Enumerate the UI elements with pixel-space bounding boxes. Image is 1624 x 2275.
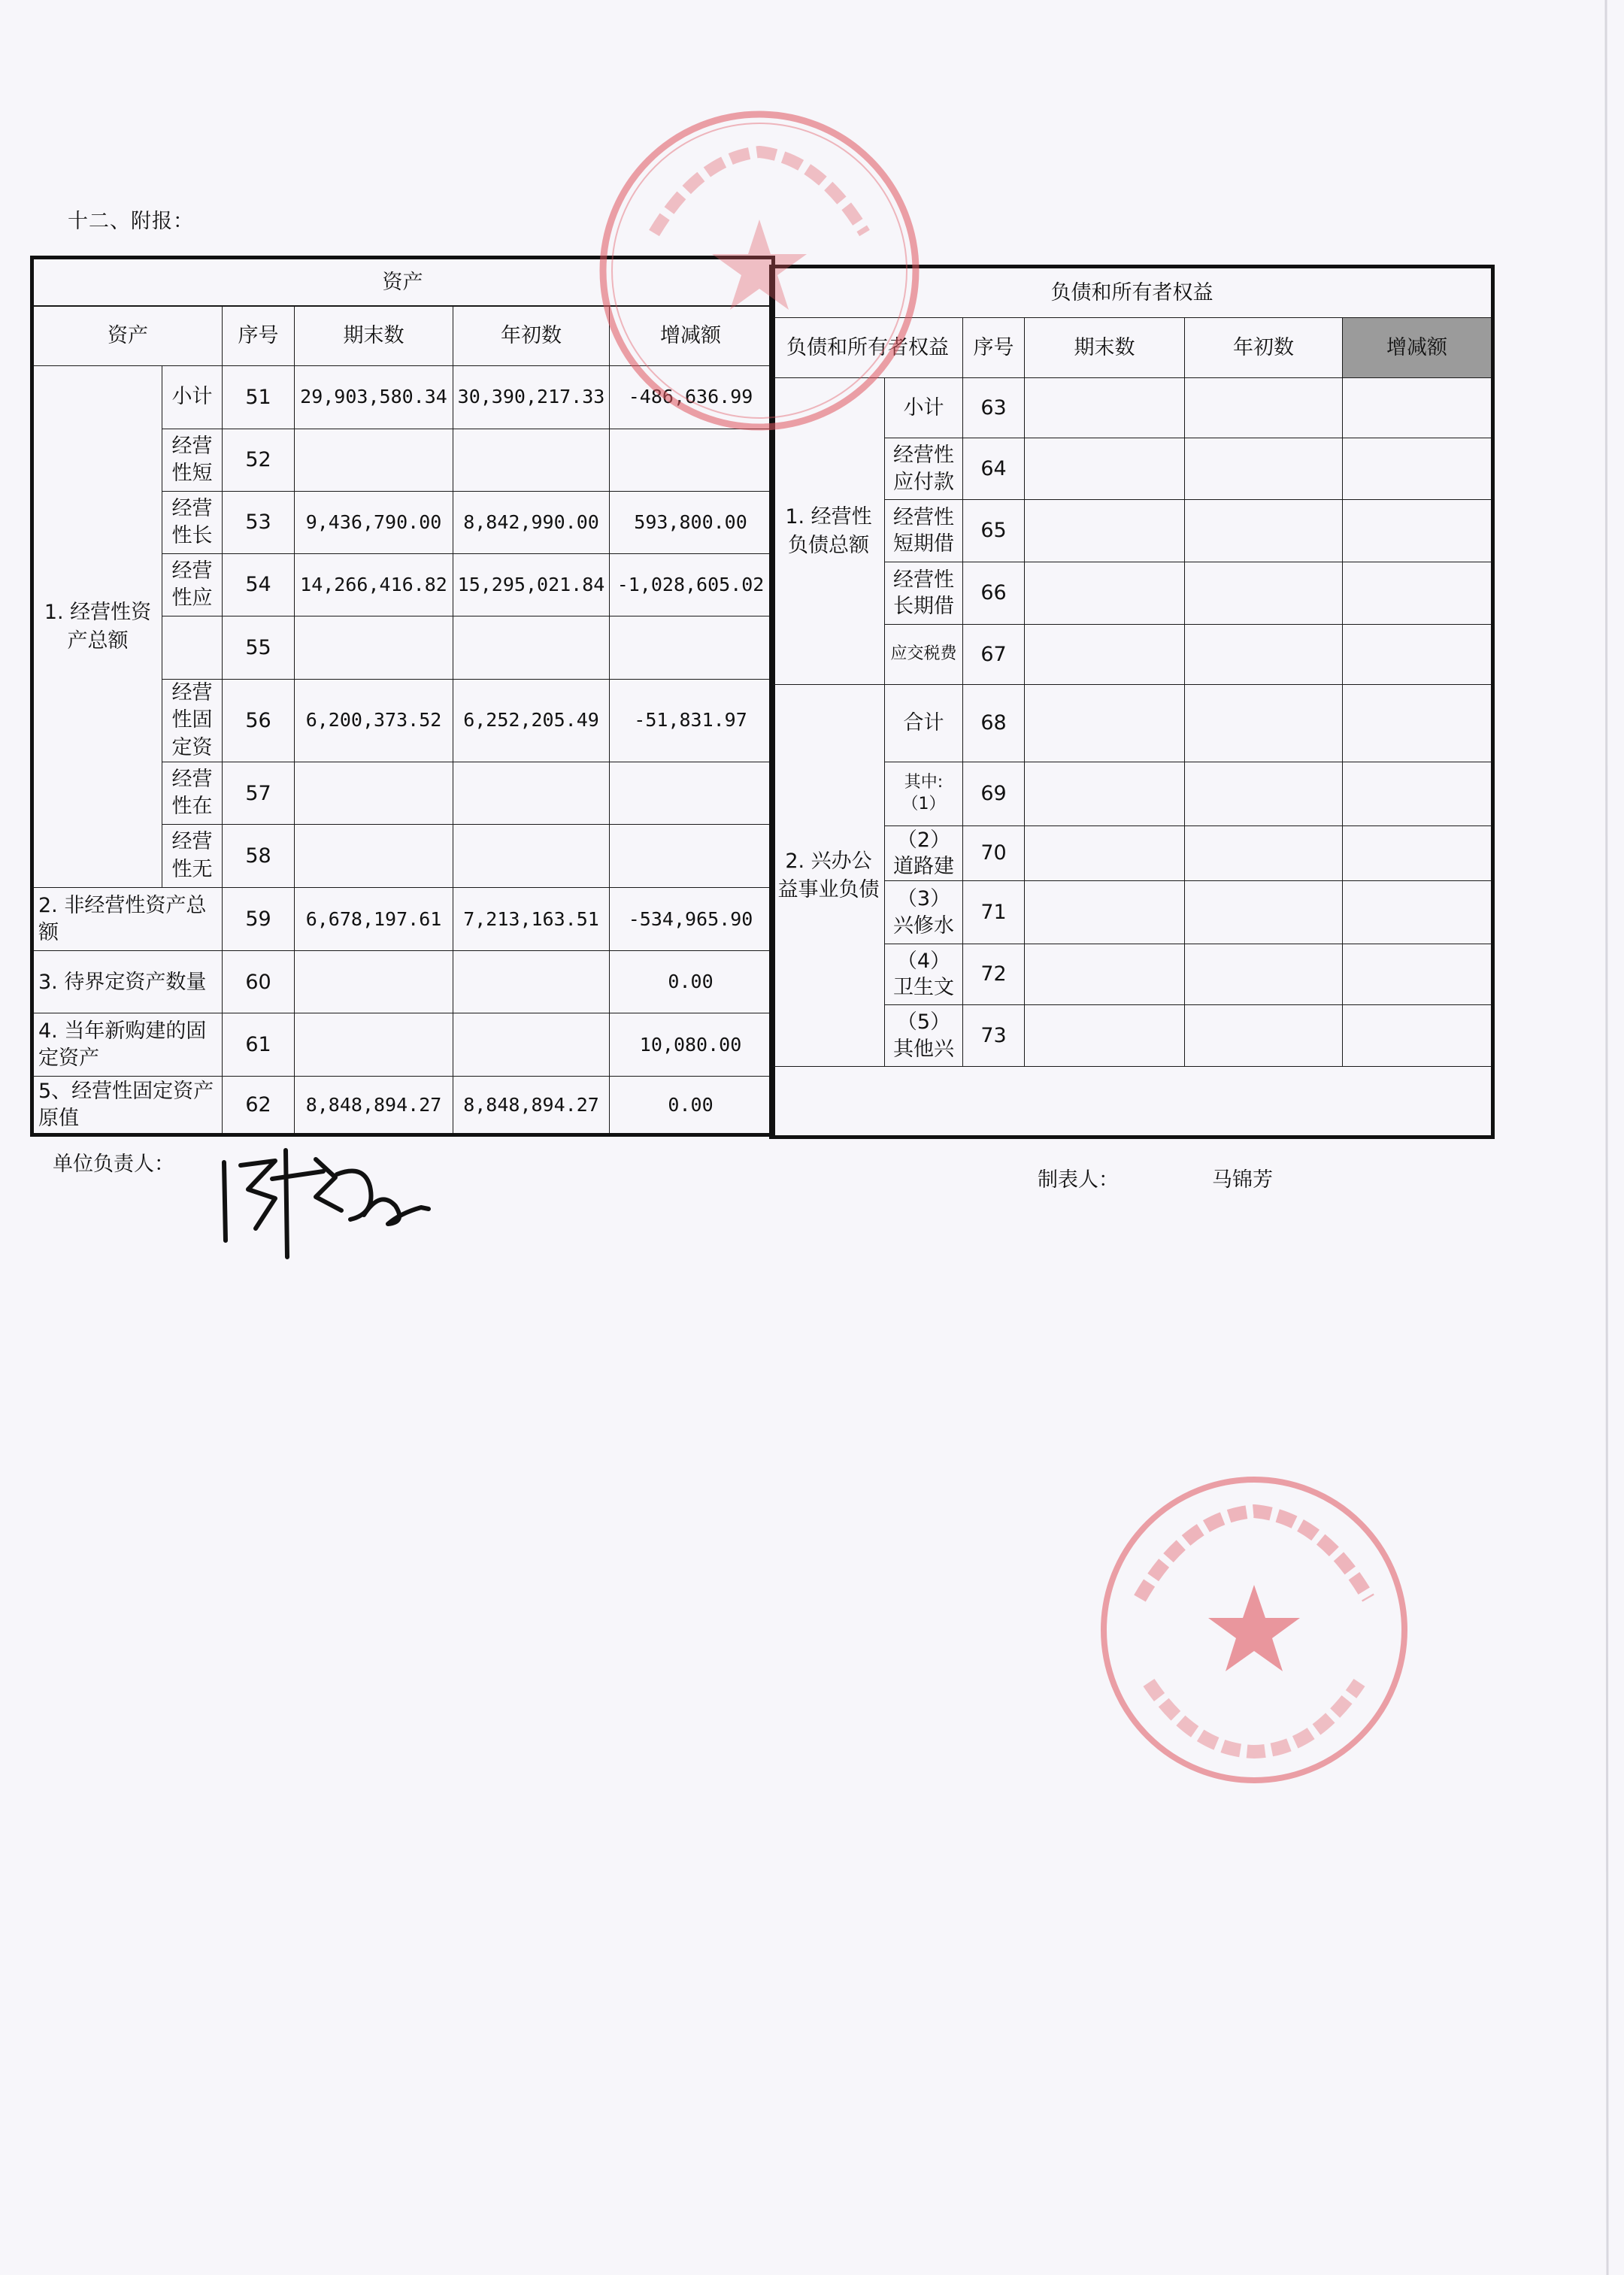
row-label: 经营性无 — [162, 825, 223, 888]
top-seal — [594, 105, 925, 436]
row-change-value — [1343, 378, 1493, 438]
row-begin-value: 15,295,021.84 — [453, 554, 610, 616]
row-end-value — [1025, 1005, 1185, 1067]
liabilities-header-end: 期末数 — [1025, 318, 1185, 378]
row-label: 其中:（1） — [885, 762, 963, 826]
row-end-value — [1025, 685, 1185, 762]
row-seq: 58 — [223, 825, 295, 888]
bottom-seal — [1096, 1472, 1412, 1788]
table-row — [32, 1077, 774, 1135]
row-begin-value — [1185, 500, 1343, 562]
row-label: 经营性长 — [162, 492, 223, 554]
row-begin-value: 30,390,217.33 — [453, 366, 610, 429]
row-begin-value — [453, 429, 610, 492]
row-seq: 63 — [963, 378, 1025, 438]
row-end-value — [295, 616, 453, 680]
row-end-value — [1025, 944, 1185, 1005]
row-change-value: 593,800.00 — [610, 492, 774, 554]
row-seq: 70 — [963, 826, 1025, 881]
preparer-label: 制表人： — [1038, 1168, 1119, 1192]
row-seq: 55 — [223, 616, 295, 680]
row-seq: 57 — [223, 762, 295, 825]
row-label: 3. 待界定资产数量 — [32, 951, 223, 1013]
row-label: （2）道路建 — [885, 826, 963, 881]
liabilities-header-seq: 序号 — [963, 318, 1025, 378]
table-row — [771, 1067, 1493, 1138]
row-label — [162, 616, 223, 680]
row-change-value — [1343, 438, 1493, 500]
row-seq: 67 — [963, 625, 1025, 685]
row-seq: 59 — [223, 888, 295, 951]
empty-row — [771, 1067, 1493, 1138]
row-change-value — [610, 762, 774, 825]
row-label: 合计 — [885, 685, 963, 762]
row-end-value — [295, 1013, 453, 1077]
row-begin-value — [453, 951, 610, 1013]
row-change-value — [610, 429, 774, 492]
liabilities-header-begin: 年初数 — [1185, 318, 1343, 378]
row-seq: 71 — [963, 881, 1025, 944]
liabilities-group-title: 负债和所有者权益 — [771, 267, 1493, 318]
row-label: 小计 — [885, 378, 963, 438]
row-label: （3）兴修水 — [885, 881, 963, 944]
row-end-value: 9,436,790.00 — [295, 492, 453, 554]
row-end-value — [1025, 500, 1185, 562]
row-seq: 61 — [223, 1013, 295, 1077]
row-end-value: 14,266,416.82 — [295, 554, 453, 616]
row-seq: 60 — [223, 951, 295, 1013]
row-end-value — [1025, 438, 1185, 500]
row-change-value — [1343, 762, 1493, 826]
row-change-value: -1,028,605.02 — [610, 554, 774, 616]
row-end-value: 29,903,580.34 — [295, 366, 453, 429]
row-change-value — [610, 825, 774, 888]
row-label: 经营性在 — [162, 762, 223, 825]
row-change-value: 10,080.00 — [610, 1013, 774, 1077]
row-end-value — [1025, 826, 1185, 881]
row-seq: 66 — [963, 562, 1025, 625]
row-seq: 51 — [223, 366, 295, 429]
row-begin-value: 6,252,205.49 — [453, 680, 610, 762]
row-seq: 68 — [963, 685, 1025, 762]
row-begin-value — [1185, 685, 1343, 762]
row-seq: 56 — [223, 680, 295, 762]
row-begin-value — [1185, 562, 1343, 625]
row-begin-value: 8,848,894.27 — [453, 1077, 610, 1135]
liabilities-header-change: 增减额 — [1343, 318, 1493, 378]
row-seq: 64 — [963, 438, 1025, 500]
responsible-label: 单位负责人： — [53, 1153, 174, 1176]
row-change-value: 0.00 — [610, 1077, 774, 1135]
row-begin-value: 8,842,990.00 — [453, 492, 610, 554]
handwritten-signature — [203, 1144, 444, 1272]
row-end-value — [1025, 881, 1185, 944]
liabilities-group2-label: 2. 兴办公益事业负债 — [771, 685, 885, 1067]
row-label: 应交税费 — [885, 625, 963, 685]
row-begin-value — [1185, 438, 1343, 500]
row-change-value: 0.00 — [610, 951, 774, 1013]
row-change-value: -534,965.90 — [610, 888, 774, 951]
row-seq: 62 — [223, 1077, 295, 1135]
row-change-value — [1343, 881, 1493, 944]
row-begin-value — [453, 616, 610, 680]
row-end-value: 8,848,894.27 — [295, 1077, 453, 1135]
row-seq: 53 — [223, 492, 295, 554]
row-seq: 52 — [223, 429, 295, 492]
row-begin-value — [1185, 762, 1343, 826]
row-label: 经营性应 — [162, 554, 223, 616]
row-change-value — [1343, 826, 1493, 881]
row-end-value — [295, 429, 453, 492]
row-begin-value — [1185, 625, 1343, 685]
row-begin-value — [1185, 1005, 1343, 1067]
row-change-value — [1343, 944, 1493, 1005]
assets-header-change: 增减额 — [610, 306, 774, 366]
assets-header-begin: 年初数 — [453, 306, 610, 366]
row-end-value — [295, 951, 453, 1013]
row-seq: 72 — [963, 944, 1025, 1005]
row-label: （4）卫生文 — [885, 944, 963, 1005]
preparer-name: 马锦芳 — [1212, 1168, 1273, 1192]
row-begin-value — [453, 825, 610, 888]
assets-group-title: 资产 — [32, 258, 774, 306]
row-change-value — [1343, 500, 1493, 562]
row-label: 经营性应付款 — [885, 438, 963, 500]
row-seq: 65 — [963, 500, 1025, 562]
row-seq: 54 — [223, 554, 295, 616]
row-end-value — [295, 762, 453, 825]
row-begin-value — [1185, 378, 1343, 438]
row-label: 5、经营性固定资产原值 — [32, 1077, 223, 1135]
row-seq: 69 — [963, 762, 1025, 826]
row-end-value: 6,678,197.61 — [295, 888, 453, 951]
row-label: 经营性短期借 — [885, 500, 963, 562]
row-begin-value — [1185, 881, 1343, 944]
row-seq: 73 — [963, 1005, 1025, 1067]
row-end-value — [295, 825, 453, 888]
row-label: 小计 — [162, 366, 223, 429]
assets-header-end: 期末数 — [295, 306, 453, 366]
row-change-value — [1343, 685, 1493, 762]
liabilities-header-item: 负债和所有者权益 — [771, 318, 963, 378]
row-change-value — [610, 616, 774, 680]
table-row — [32, 888, 774, 951]
table-row — [771, 685, 1493, 762]
row-end-value — [1025, 562, 1185, 625]
table-row — [32, 951, 774, 1013]
assets-header-seq: 序号 — [223, 306, 295, 366]
row-change-value — [1343, 562, 1493, 625]
row-label: 经营性短 — [162, 429, 223, 492]
row-end-value: 6,200,373.52 — [295, 680, 453, 762]
row-begin-value: 7,213,163.51 — [453, 888, 610, 951]
row-label: 经营性固定资 — [162, 680, 223, 762]
row-label: （5）其他兴 — [885, 1005, 963, 1067]
assets-group-label: 1. 经营性资产总额 — [32, 366, 162, 888]
section-heading: 十二、附报： — [68, 210, 194, 233]
assets-header-item: 资产 — [32, 306, 223, 366]
row-begin-value — [453, 762, 610, 825]
row-end-value — [1025, 625, 1185, 685]
row-label: 4. 当年新购建的固定资产 — [32, 1013, 223, 1077]
row-begin-value — [1185, 826, 1343, 881]
row-label: 2. 非经营性资产总额 — [32, 888, 223, 951]
row-label: 经营性长期借 — [885, 562, 963, 625]
row-change-value — [1343, 625, 1493, 685]
row-change-value — [1343, 1005, 1493, 1067]
liabilities-group1-label: 1. 经营性负债总额 — [771, 378, 885, 685]
row-change-value: -51,831.97 — [610, 680, 774, 762]
row-end-value — [1025, 378, 1185, 438]
row-change-value: -486,636.99 — [610, 366, 774, 429]
row-begin-value — [1185, 944, 1343, 1005]
row-begin-value — [453, 1013, 610, 1077]
row-end-value — [1025, 762, 1185, 826]
table-row — [32, 1013, 774, 1077]
